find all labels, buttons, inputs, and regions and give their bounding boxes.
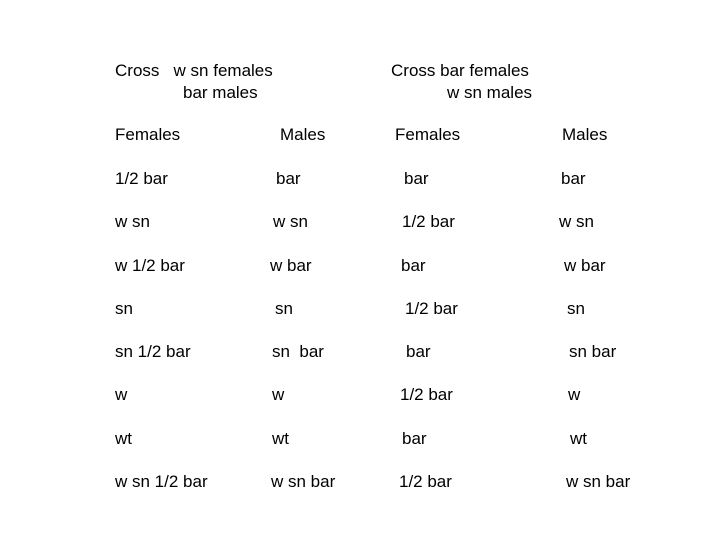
cell-r1-c3: bar bbox=[404, 169, 429, 188]
cross-left-title: Cross w sn females bbox=[115, 61, 273, 80]
cell-r6-c4: w bbox=[568, 385, 581, 404]
cell-r4-c4: sn bbox=[567, 299, 585, 318]
cell-r4-c2: sn bbox=[275, 299, 293, 318]
cell-r1-c1: 1/2 bar bbox=[115, 169, 168, 188]
cell-r7-c2: wt bbox=[272, 429, 289, 448]
cell-r2-c2: w sn bbox=[273, 212, 308, 231]
cross-right-title: Cross bar females bbox=[391, 61, 529, 80]
cell-r3-c1: w 1/2 bar bbox=[115, 256, 185, 275]
header-males-left: Males bbox=[280, 125, 326, 144]
cell-r8-c2: w sn bar bbox=[271, 472, 336, 491]
cell-r1-c4: bar bbox=[561, 169, 586, 188]
cell-r5-c3: bar bbox=[406, 342, 431, 361]
cell-r3-c4: w bar bbox=[564, 256, 606, 275]
cell-r5-c1: sn 1/2 bar bbox=[115, 342, 191, 361]
cell-r8-c3: 1/2 bar bbox=[399, 472, 452, 491]
cell-r6-c1: w bbox=[115, 385, 128, 404]
cell-r8-c4: w sn bar bbox=[566, 472, 631, 491]
cell-r8-c1: w sn 1/2 bar bbox=[115, 472, 208, 491]
cell-r2-c4: w sn bbox=[559, 212, 594, 231]
cell-r4-c1: sn bbox=[115, 299, 133, 318]
cell-r5-c2: sn bar bbox=[272, 342, 324, 361]
cell-r5-c4: sn bar bbox=[569, 342, 617, 361]
cell-r2-c1: w sn bbox=[115, 212, 150, 231]
cross-left-subtitle: bar males bbox=[183, 83, 258, 102]
cell-r3-c2: w bar bbox=[270, 256, 312, 275]
cell-r2-c3: 1/2 bar bbox=[402, 212, 455, 231]
cross-right-subtitle: w sn males bbox=[447, 83, 533, 102]
cell-r3-c3: bar bbox=[401, 256, 426, 275]
header-females-left: Females bbox=[115, 125, 181, 144]
cell-r7-c4: wt bbox=[570, 429, 587, 448]
cell-r7-c3: bar bbox=[402, 429, 427, 448]
header-females-right: Females bbox=[395, 125, 461, 144]
cell-r6-c2: w bbox=[272, 385, 285, 404]
header-males-right: Males bbox=[562, 125, 608, 144]
cell-r4-c3: 1/2 bar bbox=[405, 299, 458, 318]
cell-r6-c3: 1/2 bar bbox=[400, 385, 453, 404]
cell-r1-c2: bar bbox=[276, 169, 301, 188]
cell-r7-c1: wt bbox=[115, 429, 132, 448]
